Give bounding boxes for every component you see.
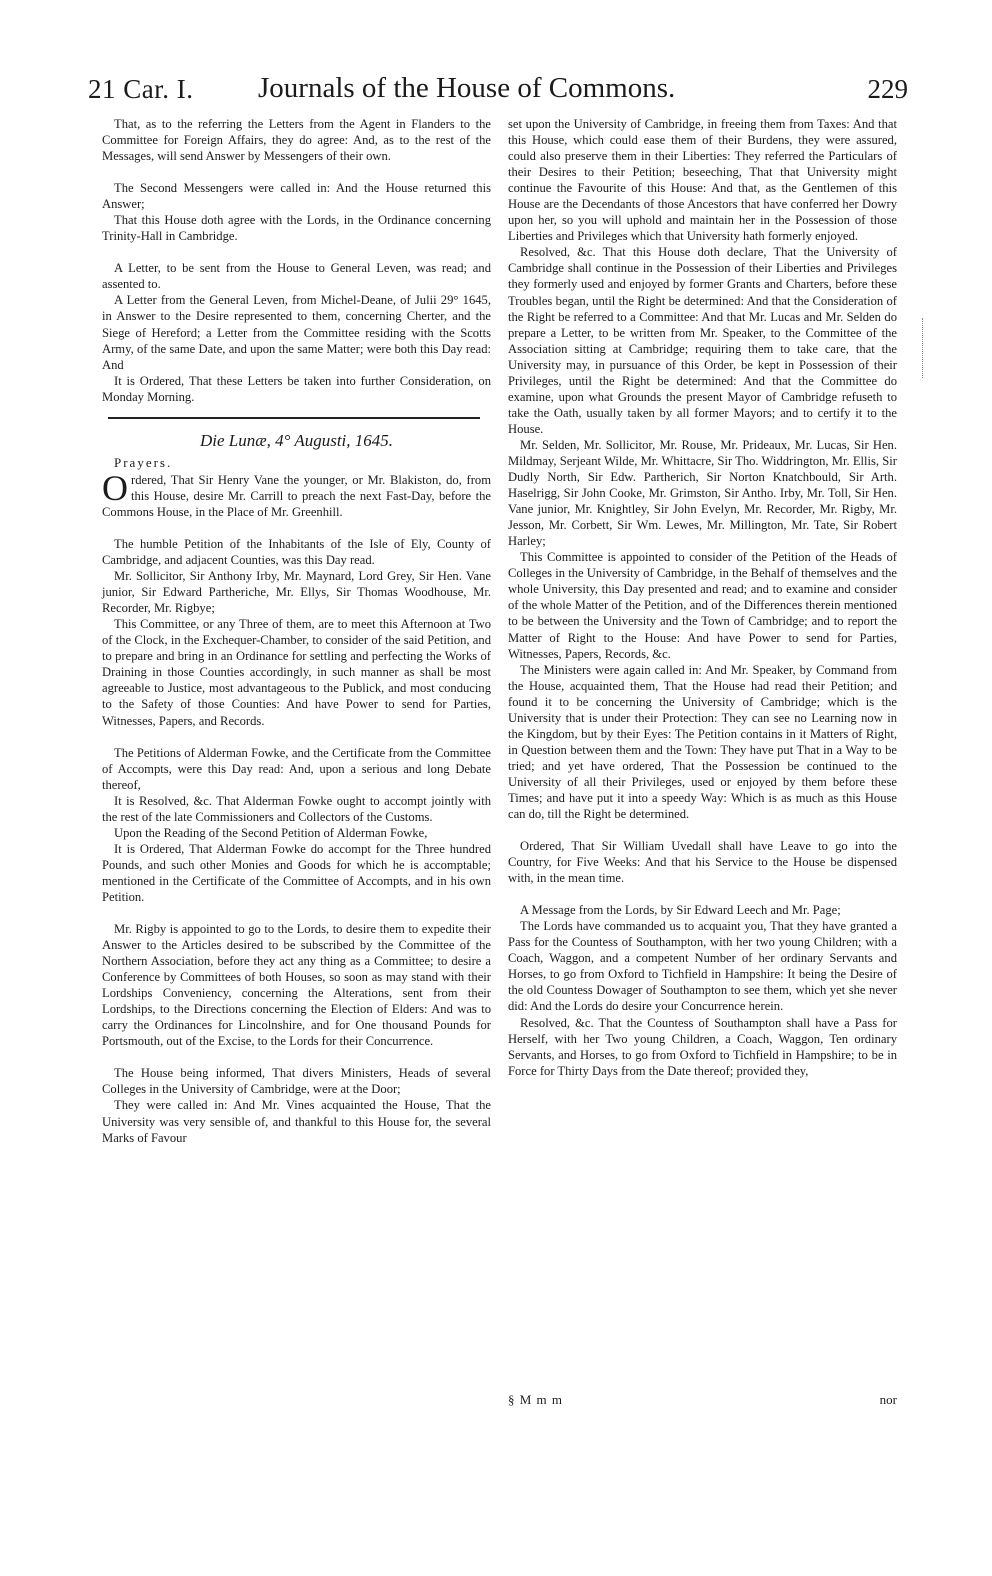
paragraph: Resolved, &c. That the Countess of Southampton shall have a Pass for Herself, with her Two young Children, a Coach, Waggon, Ten ordinary Servants, and Horses, to go from Oxford to Tichfield in Hampshire; to be in Force for Thirty Days from the Date thereof; provided they, bbox=[508, 1015, 897, 1078]
paragraph: A Message from the Lords, by Sir Edward Leech and Mr. Page; bbox=[520, 903, 841, 918]
paragraph: Mr. Rigby is appointed to go to the Lords, to desire them to expedite their Answer to the Articles desired to be subscribed by the Committee of the Northern Association, before they act any thing as a Committee; to desire a Conference by Committees of both Houses, so soon as may stand with their Lordships Conveniency, concerning the Alterations, sent from their Lordships, to the Directions concerning the Election of Elders: And was to carry the Ordinances for Lincolnshire, and for One thousand Pounds for Portsmouth, out of the Excise, to the Lords for their Concurrence. bbox=[102, 922, 491, 1049]
page-footer bbox=[508, 1392, 897, 1410]
paragraph: The Second Messengers were called in: And the House returned this Answer; bbox=[102, 181, 491, 212]
prayers-label: Prayers. bbox=[114, 454, 173, 470]
paragraph: That, as to the referring the Letters from the Agent in Flanders to the Committee for Foreign Affairs, they do agree: And, as to the rest of the Messages, will send Answer by Messengers of their own. bbox=[102, 117, 491, 164]
left-column bbox=[102, 116, 491, 1146]
regnal-year: 21 Car. I. bbox=[88, 74, 194, 104]
opening-text: rdered, That Sir Henry Vane the younger, or Mr. Blakiston, do, from this House, desire Mr. Carrill to preach the next Fast-Day, before the Commons House, in the Place of Mr. Greenhill. bbox=[102, 472, 491, 519]
paragraph: A Letter, to be sent from the House to General Leven, was read; and assented to. bbox=[102, 261, 491, 292]
right-column bbox=[508, 116, 897, 1079]
section-divider bbox=[108, 417, 480, 419]
committee-list: Mr. Selden, Mr. Sollicitor, Mr. Rouse, Mr. Prideaux, Mr. Lucas, Sir Hen. Mildmay, Serjeant Wilde, Mr. Whittacre, Sir Tho. Widdrington, Mr. Ellis, Sir Dudly North, Sir Edw. Partherich, Sir Norton Knatchbould, Sir Arth. Haselrigg, Sir John Cooke, Mr. Grimston, Sir Antho. Irby, Mr. Toll, Sir Hen. Vane junior, Mr. Knightley, Sir John Evelyn, Mr. Recorder, Mr. Rigby, Mr. Jesson, Mr. Corbett, Sir Wm. Lewes, Mr. Millington, Mr. Tate, Sir Robert Harley; bbox=[508, 437, 897, 549]
paragraph: Upon the Reading of the Second Petition of Alderman Fowke, bbox=[114, 825, 428, 840]
paragraph: The Lords have commanded us to acquaint you, That they have granted a Pass for the Countess of Southampton, with her two young Children; with a Coach, Waggon, and a competent Number of her ordinary Servants and Horses, to go from Oxford to Tichfield in Hampshire: It being the Desire of the old Countess Dowager of Southampton to see them, which yet she never did: And the Lords do desire your Concurrence herein. bbox=[508, 919, 897, 1014]
paragraph: A Letter from the General Leven, from Michel-Deane, of Julii 29° 1645, in Answer to the Desire represented to them, concerning Cherter, and the Siege of Hereford; a Letter from the Committee residing with the Scotts Army, of the same Date, and upon the same Matter; were both this Day read: And bbox=[102, 293, 491, 372]
paragraph: That this House doth agree with the Lords, in the Ordinance concerning Trinity-Hall in Cambridge. bbox=[102, 213, 491, 244]
paragraph: It is Ordered, That Alderman Fowke do accompt for the Three hundred Pounds, and such other Monies and Goods for which he is accomptable; mentioned in the Certificate of the Committee of Accompts, and in his own Petition. bbox=[102, 841, 491, 904]
paragraph: Ordered, That Sir William Uvedall shall have Leave to go into the Country, for Five Weeks: And that his Service to the House be dispensed with, in the mean time. bbox=[508, 839, 897, 886]
paragraph: This Committee is appointed to consider of the Petition of the Heads of Colleges in the University of Cambridge, in the Behalf of themselves and the whole University, this Day presented and read; and to examine and consider of the whole Matter of the Petition, and of the Differences therein mentioned to be between the University and the Town of Cambridge; and to report the Matter of Right to the House: And have Power to send for Parties, Witnesses, Papers, Records, &c. bbox=[508, 550, 897, 661]
paragraph: It is Resolved, &c. That Alderman Fowke ought to accompt jointly with the rest of the late Commissioners and Collectors of the Customs. bbox=[102, 793, 491, 824]
running-title: Journals of the House of Commons. bbox=[258, 72, 676, 104]
paragraph: set upon the University of Cambridge, in freeing them from Taxes: And that this House, which could ease them of their Burdens, they were assured, could also preserve them in their Liberties: They referred the Particulars of their Desires to their Petition; beseeching, That that University might continue the Favourite of this House: And that, as the Gentlemen of this House are the Decendants of those Ancestors that have conferred her Dowry upon her, so you will uphold and maintain her in the Possession of those Liberties and Privileges which that University hath formerly enjoyed. bbox=[508, 117, 897, 244]
catchword: nor bbox=[879, 1392, 897, 1407]
paragraph: The humble Petition of the Inhabitants of the Isle of Ely, County of Cambridge, and adjacent Counties, was this Day read. bbox=[102, 536, 491, 568]
day-heading: Die Lunæ, 4° Augusti, 1645. bbox=[199, 430, 394, 450]
opening-paragraph bbox=[102, 467, 491, 520]
drop-cap: O bbox=[102, 467, 128, 508]
paragraph: They were called in: And Mr. Vines acquainted the House, That the University was very sensible of, and thankful to this House for, the several Marks of Favour bbox=[102, 1098, 491, 1145]
paragraph: The Petitions of Alderman Fowke, and the Certificate from the Committee of Accompts, were this Day read: And, upon a serious and long Debate thereof, bbox=[102, 745, 491, 792]
paragraph: Mr. Sollicitor, Sir Anthony Irby, Mr. Maynard, Lord Grey, Sir Hen. Vane junior, Sir Edward Partheriche, Mr. Ellys, Sir Thomas Woodhouse, Mr. Recorder, Mr. Rigbye; bbox=[102, 569, 491, 616]
margin-mark bbox=[922, 318, 927, 378]
paragraph: This Committee, or any Three of them, are to meet this Afternoon at Two of the Clock, in the Exchequer-Chamber, to consider of the said Petition, and to prepare and bring in an Ordinance for settling and perfecting the Works of Draining in those Counties accordingly, in such manner as shall be most agreeable to Justice, most advantageous to the Publick, and most conducing to the Safety of those Counties: And have Power to send for Parties, Witnesses, Papers, and Records. bbox=[102, 617, 491, 728]
signature-mark: § M m m bbox=[508, 1392, 564, 1407]
paragraph: It is Ordered, That these Letters be taken into further Consideration, on Monday Morning. bbox=[102, 373, 491, 404]
page-header bbox=[88, 68, 908, 112]
paragraph: The House being informed, That divers Ministers, Heads of several Colleges in the University of Cambridge, were at the Door; bbox=[102, 1066, 491, 1097]
paragraph: Resolved, &c. That this House doth declare, That the University of Cambridge shall continue in the Possession of their Liberties and Privileges they formerly used and enjoyed by former Grants and Charters, before these Troubles began, until the Right be determined: And that the Consideration of the Right be referred to a Committee: And that Mr. Lucas and Mr. Selden do prepare a Letter, to be written from Mr. Speaker, to the Committee of the Association sitting at Cambridge; requiring them to take care, that the University may, in pursuance of this Order, be kept in Possession of their Privileges, until the Right be determined: And that the Committee do examine, upon what Grounds the present Mayor of Cambridge refuseth to take the Oath, usually taken by all former Mayors; and to certify it to the House. bbox=[508, 245, 897, 436]
paragraph: The Ministers were again called in: And Mr. Speaker, by Command from the House, acquainted them, That the House had read their Petition; and found it to be concerning the University of Cambridge; which is the University that is under their Protection: They can see no Learning now in the Kingdom, but by their Eyes: The Petition contains in it Matters of Right, in Question between them and the Town: They have put That in a Way to be tried; and yet have ordered, That the Possession be continued to the University of all their Privileges, used or enjoyed by them before these Times; and have put it into a speedy Way: Which is as much as this House can do, till the Right be determined. bbox=[508, 662, 897, 822]
page-number: 229 bbox=[867, 74, 908, 104]
